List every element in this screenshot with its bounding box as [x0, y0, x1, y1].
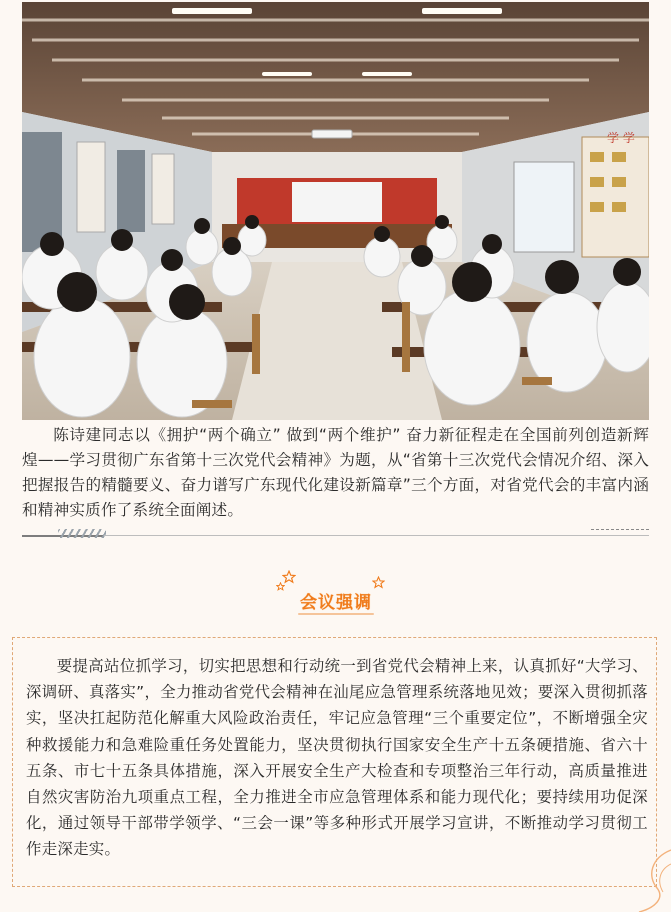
- dotted-accent: [591, 529, 649, 531]
- section-heading-group: [270, 568, 400, 618]
- small-star-icon: [276, 582, 285, 591]
- meeting-photo: [22, 2, 649, 420]
- banner-text: 学 学: [607, 131, 635, 145]
- meeting-hall-illustration: [22, 2, 649, 420]
- heading-underline: [298, 613, 374, 615]
- divider-line: [104, 535, 649, 536]
- divider-hatch: [58, 529, 106, 538]
- corner-swirl-icon: [631, 842, 671, 912]
- section-heading: 会议强调: [300, 593, 372, 613]
- emphasis-text: 要提高站位抓学习，切实把思想和行动统一到省党代会精神上来，认真抓好“大学习、深调研、真落实”，全力推动省党代会精神在汕尾应急管理系统落地见效；要深入贯彻抓落实，坚决扛起防范化解重大风险政治责任，牢记应急管理“三个重要定位”，不断增强全灾种救援能力和急难险重任务处置能力，坚决贯彻执行国家安全生产十五条硬措施、省六十五条、市七十五条具体措施，深入开展安全生产大检查和专项整治三年行动，高质量推进自然灾害防治九项重点工程，全力推进全市应急管理体系和能力现代化；要持续用功促深化，通过领导干部带学领学、“三会一课”等多种形式开展学习宣讲，不断推动学习贯彻工作走深走实。: [26, 657, 648, 859]
- photo-caption: 陈诗建同志以《拥护“两个确立” 做到“两个维护” 奋力新征程走在全国前列创造新辉煌——学习贯彻广东省第十三次党代会精神》为题，从“省第十三次党代会情况介绍、深入把握报告的精髓要义、奋力谱写广东现代化建设新篇章”三个方面，对省党代会的丰富内涵和精神实质作了系统全面阐述。: [22, 426, 649, 519]
